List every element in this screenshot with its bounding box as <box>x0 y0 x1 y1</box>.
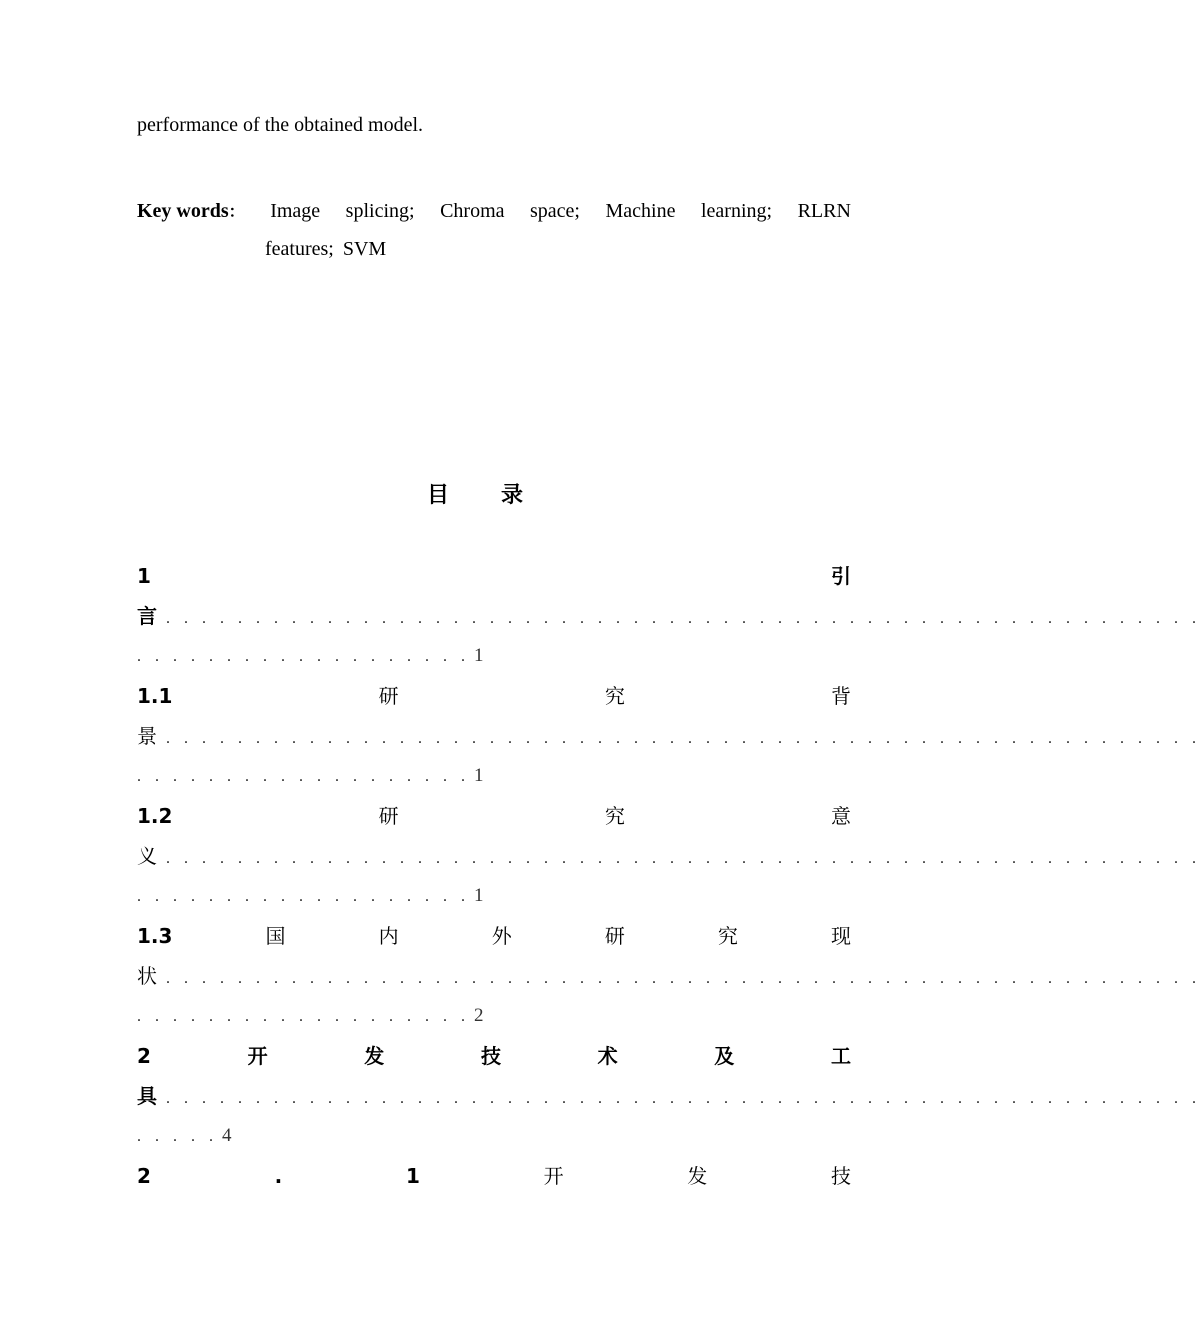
toc-entry-2-1-heading[interactable] <box>137 1156 851 1196</box>
toc-heading-part: 内 <box>378 924 399 948</box>
keyword-term: Image <box>270 200 321 222</box>
toc-entry-1-2-leader[interactable] <box>137 836 1201 876</box>
keyword-term: Machine <box>605 200 676 222</box>
toc-heading-part: 国 <box>265 924 286 948</box>
toc-title-char: 目 <box>426 483 449 508</box>
toc-leader-dots: . . . . . . . . . . . . . . . . . . . . . . . . . . . . . . . . . . . . . . . . . . . . . . . . . . . . . . . . . . <box>157 970 1201 987</box>
keywords-label-wrap <box>137 192 245 231</box>
toc-heading-part: 2 <box>137 1044 151 1068</box>
toc-entry-1-3-heading[interactable] <box>137 916 851 956</box>
toc-entry-2-page-line[interactable] <box>137 1116 851 1156</box>
toc-heading-part: 术 <box>597 1044 618 1068</box>
toc-heading-part: 1.1 <box>137 684 173 708</box>
toc-leader-dots: . . . . . . . . . . . . . . . . . . . . . . . . . . . . . . . . . . . . . . . . . . . . . . . . . . . . . . . . . . <box>157 610 1201 627</box>
toc-page-number: 2 <box>474 1005 484 1026</box>
toc-heading-part: 技 <box>480 1044 501 1068</box>
toc-page-dots: . . . . . . . . . . . . . . . . . . . <box>137 648 470 665</box>
keyword-term: splicing; <box>345 200 415 222</box>
keyword-term: space; <box>530 200 580 222</box>
toc-heading-part: 1 <box>405 1164 420 1188</box>
toc-leader-start: 具 <box>137 1084 157 1108</box>
toc-heading-part: 发 <box>687 1164 708 1188</box>
toc-title <box>0 478 950 509</box>
toc-heading-part: . <box>274 1164 283 1188</box>
toc-entry-2-heading[interactable] <box>137 1036 851 1076</box>
toc-entry-2-leader[interactable] <box>137 1076 1201 1116</box>
toc-leader-start: 言 <box>137 604 157 628</box>
keywords-label: Key words <box>137 200 229 222</box>
toc-heading-part: 开 <box>247 1044 268 1068</box>
toc-entry-1-leader[interactable] <box>137 596 1201 636</box>
toc-heading-part: 1 <box>137 564 151 588</box>
toc-entry-1-heading[interactable] <box>137 556 851 596</box>
toc-leader-start: 状 <box>137 964 157 988</box>
toc-page-number: 1 <box>474 765 484 786</box>
toc-heading-part: 背 <box>831 684 851 708</box>
keyword-term: RLRN <box>797 200 851 222</box>
toc-heading-part: 及 <box>714 1044 735 1068</box>
keywords-row-1 <box>137 192 851 231</box>
toc-page-dots: . . . . . <box>137 1128 218 1145</box>
toc-entry-1-1-leader[interactable] <box>137 716 1201 756</box>
toc-leader-dots: . . . . . . . . . . . . . . . . . . . . . . . . . . . . . . . . . . . . . . . . . . . . . . . . . . . . . . . . . . <box>157 850 1201 867</box>
abstract-last-line: performance of the obtained model. <box>137 114 423 136</box>
toc-entry-1-3-page-line[interactable] <box>137 996 851 1036</box>
toc-entry-1-page-line[interactable] <box>137 636 851 676</box>
toc-entry-1-1-page-line[interactable] <box>137 756 851 796</box>
keywords-colon: ： <box>228 202 245 221</box>
toc-heading-part: 2 <box>137 1164 151 1188</box>
toc-entry-1-2-page-line[interactable] <box>137 876 851 916</box>
toc-heading-part: 开 <box>543 1164 564 1188</box>
toc-heading-part: 意 <box>831 804 851 828</box>
toc-heading-part: 引 <box>831 564 851 588</box>
toc-heading-part: 研 <box>378 684 399 708</box>
toc-title-char: 录 <box>501 483 524 508</box>
toc-leader-start: 义 <box>137 844 157 868</box>
toc-leader-dots: . . . . . . . . . . . . . . . . . . . . . . . . . . . . . . . . . . . . . . . . . . . . . . . . . . . . . . . . . . <box>157 1090 1201 1107</box>
toc-heading-part: 1.3 <box>137 924 173 948</box>
keywords-block <box>137 192 851 260</box>
toc-heading-part: 究 <box>604 804 625 828</box>
toc-entry-1-1-heading[interactable] <box>137 676 851 716</box>
toc-heading-part: 研 <box>604 924 625 948</box>
toc-heading-part: 1.2 <box>137 804 173 828</box>
toc-heading-part: 工 <box>830 1044 851 1068</box>
toc-heading-part: 研 <box>378 804 399 828</box>
toc-page-number: 1 <box>474 645 484 666</box>
toc-page-dots: . . . . . . . . . . . . . . . . . . . <box>137 1008 470 1025</box>
toc-leader-start: 景 <box>137 724 157 748</box>
toc-heading-part: 现 <box>831 924 851 948</box>
toc-page-number: 1 <box>474 885 484 906</box>
keyword-term: Chroma <box>440 200 505 222</box>
toc-entry-1-3-leader[interactable] <box>137 956 1201 996</box>
keyword-term: learning; <box>700 200 773 222</box>
toc-heading-part: 发 <box>364 1044 385 1068</box>
toc-heading-part: 究 <box>604 684 625 708</box>
keywords-row-2: features; SVM <box>265 238 387 260</box>
toc-page-dots: . . . . . . . . . . . . . . . . . . . <box>137 888 470 905</box>
toc-heading-part: 技 <box>830 1164 851 1188</box>
toc-heading-part: 究 <box>717 924 738 948</box>
toc-page-number: 4 <box>222 1125 232 1146</box>
toc-page-dots: . . . . . . . . . . . . . . . . . . . <box>137 768 470 785</box>
toc-leader-dots: . . . . . . . . . . . . . . . . . . . . . . . . . . . . . . . . . . . . . . . . . . . . . . . . . . . . . . . . . . <box>157 730 1201 747</box>
toc-heading-part: 外 <box>491 924 512 948</box>
toc-entry-1-2-heading[interactable] <box>137 796 851 836</box>
